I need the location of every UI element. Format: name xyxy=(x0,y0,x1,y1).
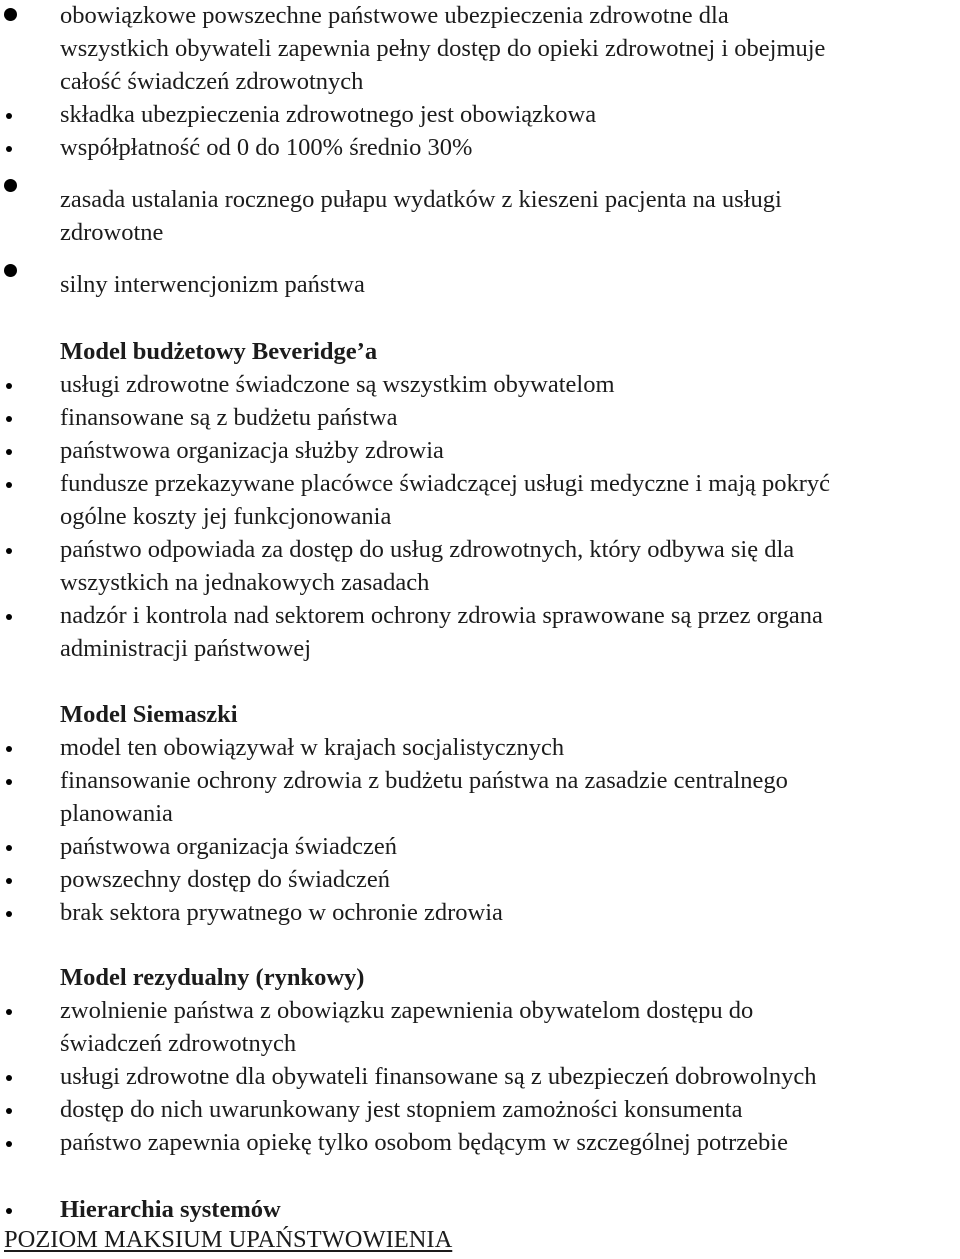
bullet-icon xyxy=(6,878,12,884)
bullet-icon xyxy=(6,1141,12,1147)
list-item: zwolnienie państwa z obowiązku zapewnienia obywatelom dostępu do xyxy=(60,997,754,1024)
list-item: finansowanie ochrony zdrowia z budżetu państwa na zasadzie centralnego xyxy=(60,767,788,794)
hierarchy-level-title: POZIOM MAKSIUM UPAŃSTWOWIENIA xyxy=(4,1226,453,1253)
bullet-icon xyxy=(4,8,17,21)
list-item-continuation: planowania xyxy=(60,800,173,827)
list-item-continuation: ogólne koszty jej funkcjonowania xyxy=(60,503,392,530)
list-item: współpłatność od 0 do 100% średnio 30% xyxy=(60,134,473,161)
bullet-icon xyxy=(6,449,12,455)
bullet-icon xyxy=(4,264,17,277)
bullet-icon xyxy=(6,1208,12,1214)
bullet-icon xyxy=(6,1009,12,1015)
section-heading-hierarchy: Hierarchia systemów xyxy=(60,1196,281,1223)
bullet-icon xyxy=(6,911,12,917)
bullet-icon xyxy=(6,482,12,488)
section-heading-residual: Model rezydualny (rynkowy) xyxy=(60,964,365,991)
list-item-continuation: wszystkich obywateli zapewnia pełny dostęp do opieki zdrowotnej i obejmuje xyxy=(60,35,826,62)
list-item: model ten obowiązywał w krajach socjalistycznych xyxy=(60,734,565,761)
section-heading-siemaszko: Model Siemaszki xyxy=(60,701,238,728)
list-item-continuation: administracji państwowej xyxy=(60,635,312,662)
list-item: dostęp do nich uwarunkowany jest stopniem zamożności konsumenta xyxy=(60,1096,743,1123)
list-item: państwowa organizacja świadczeń xyxy=(60,833,397,860)
bullet-icon xyxy=(4,179,17,192)
bullet-icon xyxy=(6,416,12,422)
section-heading-beveridge: Model budżetowy Beveridge’a xyxy=(60,338,378,365)
bullet-icon xyxy=(6,146,12,152)
list-item: finansowane są z budżetu państwa xyxy=(60,404,398,431)
bullet-icon xyxy=(6,1075,12,1081)
list-item: państwowa organizacja służby zdrowia xyxy=(60,437,444,464)
list-item: fundusze przekazywane placówce świadczącej usługi medyczne i mają pokryć xyxy=(60,470,831,497)
list-item: silny interwencjonizm państwa xyxy=(60,271,365,298)
bullet-icon xyxy=(6,614,12,620)
bullet-icon xyxy=(6,113,12,119)
bullet-icon xyxy=(6,845,12,851)
list-item: obowiązkowe powszechne państwowe ubezpieczenia zdrowotne dla xyxy=(60,2,729,29)
bullet-icon xyxy=(6,779,12,785)
bullet-icon xyxy=(6,746,12,752)
list-item-continuation: zdrowotne xyxy=(60,219,164,246)
bullet-icon xyxy=(6,548,12,554)
list-item: brak sektora prywatnego w ochronie zdrowia xyxy=(60,899,503,926)
list-item: usługi zdrowotne świadczone są wszystkim obywatelom xyxy=(60,371,615,398)
list-item: nadzór i kontrola nad sektorem ochrony zdrowia sprawowane są przez organa xyxy=(60,602,823,629)
list-item: powszechny dostęp do świadczeń xyxy=(60,866,390,893)
list-item: składka ubezpieczenia zdrowotnego jest obowiązkowa xyxy=(60,101,597,128)
bullet-icon xyxy=(6,383,12,389)
bullet-icon xyxy=(6,1108,12,1114)
list-item-continuation: świadczeń zdrowotnych xyxy=(60,1030,297,1057)
list-item: usługi zdrowotne dla obywateli finansowane są z ubezpieczeń dobrowolnych xyxy=(60,1063,817,1090)
list-item-continuation: całość świadczeń zdrowotnych xyxy=(60,68,364,95)
list-item-continuation: wszystkich na jednakowych zasadach xyxy=(60,569,430,596)
list-item: państwo odpowiada za dostęp do usług zdrowotnych, który odbywa się dla xyxy=(60,536,795,563)
list-item: państwo zapewnia opiekę tylko osobom będącym w szczególnej potrzebie xyxy=(60,1129,788,1156)
list-item: zasada ustalania rocznego pułapu wydatków z kieszeni pacjenta na usługi xyxy=(60,186,782,213)
